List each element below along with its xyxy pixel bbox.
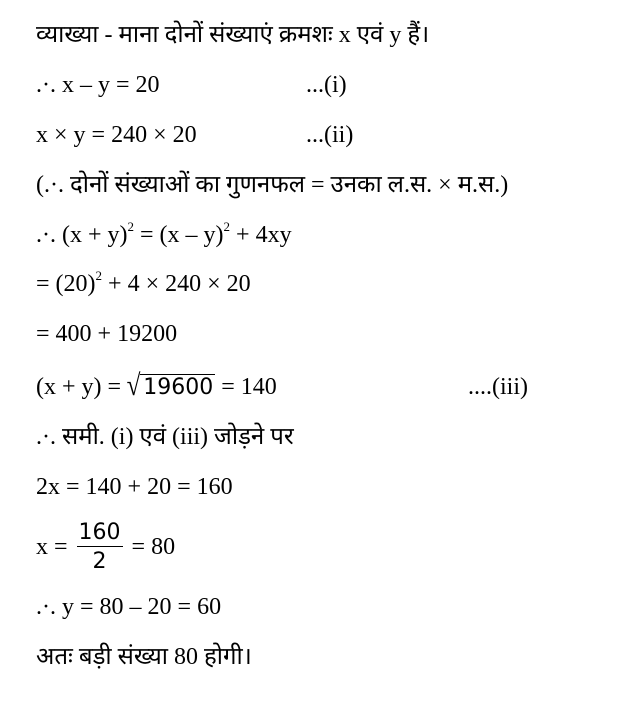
fraction-numerator: 160 xyxy=(78,520,121,545)
fraction xyxy=(77,520,123,577)
square-root-result: = 140 xyxy=(215,374,277,400)
substitution-right: + 4 × 240 × 20 xyxy=(102,271,251,297)
add-equations-note: .·. समी. (i) एवं (iii) जोड़ने पर xyxy=(36,424,294,450)
final-answer: अतः बड़ी संख्या 80 होगी। xyxy=(36,644,252,670)
radical-sign: √ xyxy=(126,370,141,403)
equation-label-ii: ...(ii) xyxy=(306,122,354,148)
two-x-step: 2x = 140 + 20 = 160 xyxy=(36,474,233,500)
y-value-step: .·. y = 80 – 20 = 60 xyxy=(36,594,222,620)
square-identity-right: + 4xy xyxy=(230,222,292,248)
fraction-denominator: 2 xyxy=(77,546,123,577)
x-result: = 80 xyxy=(125,534,176,561)
x-equals: x = xyxy=(36,534,74,561)
x-value-step xyxy=(36,520,175,577)
exponent: 2 xyxy=(95,268,103,283)
radicand: 19600 xyxy=(140,374,215,401)
lcm-hcf-note: (.·. दोनों संख्याओं का गुणनफल = उनका ल.स. × म.स.) xyxy=(36,172,509,198)
square-root-step xyxy=(36,372,277,402)
substitution-left: = (20) xyxy=(36,271,96,297)
square-root-left: (x + y) = xyxy=(36,374,128,400)
equation-label-iii: ....(iii) xyxy=(468,374,528,400)
square-identity-middle: = (x – y) xyxy=(134,222,224,248)
equation-product: x × y = 240 × 20 xyxy=(36,122,197,148)
sum-step: = 400 + 19200 xyxy=(36,321,178,347)
square-identity xyxy=(36,220,292,250)
square-root xyxy=(127,372,215,402)
square-identity-left: .·. (x + y) xyxy=(36,222,128,248)
exponent: 2 xyxy=(127,219,135,234)
equation-difference: .·. x – y = 20 xyxy=(36,72,160,98)
exponent: 2 xyxy=(223,219,231,234)
substitution-step xyxy=(36,269,251,299)
explanation-intro: व्याख्या - माना दोनों संख्याएं क्रमशः x एवं y हैं। xyxy=(36,22,430,48)
equation-label-i: ...(i) xyxy=(306,72,347,98)
